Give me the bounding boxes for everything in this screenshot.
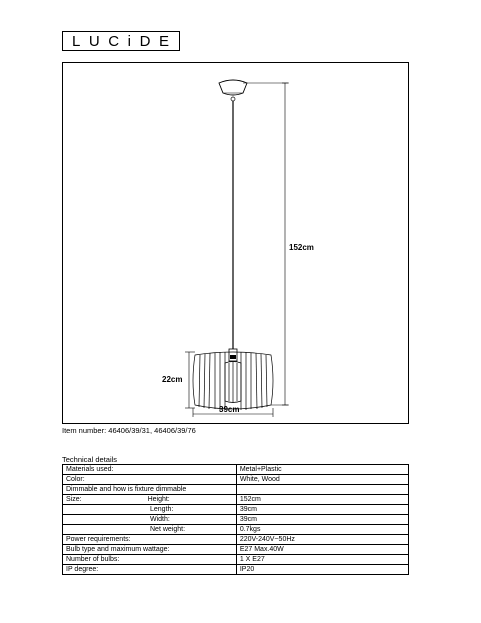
table-row [63,565,409,575]
logo-letter: L [72,32,82,50]
table-row [63,545,409,555]
technical-details-title: Technical details [62,455,118,464]
row-value: 1 X E27 [236,555,408,565]
row-label: Power requirements: [66,536,131,543]
row-label: Dimmable and how is fixture dimmable [66,486,187,493]
table-row [63,465,409,475]
row-label: Materials used: [66,466,114,473]
technical-details-table [62,464,409,575]
table-row [63,485,409,495]
pendant-lamp-drawing [63,63,410,425]
table-row [63,525,409,535]
shade-height-label: 22cm [162,375,183,384]
row-label: Number of bulbs: [66,556,120,563]
row-sublabel: Net weight: [150,526,186,533]
table-row [63,475,409,485]
table-row [63,515,409,525]
item-number: Item number: 46406/39/31, 46406/39/76 [62,426,196,435]
logo-letter: i [127,32,133,50]
logo-letter: U [88,32,101,50]
row-value [236,485,408,495]
row-value: 39cm [236,515,408,525]
row-sublabel: Width: [150,516,170,523]
row-value: 0.7kgs [236,525,408,535]
height-label: 152cm [289,243,314,252]
row-sublabel: Height: [147,496,170,503]
logo-letter: D [139,32,152,50]
row-value: IP20 [236,565,408,575]
table-row [63,555,409,565]
brand-logo [62,31,180,51]
shade-height-dimension [185,352,195,408]
table-row [63,495,409,505]
logo-letter: E [158,32,170,50]
row-sublabel: Length: [150,506,174,513]
logo-letter: C [108,32,121,50]
table-row [63,505,409,515]
row-value: Metal+Plastic [236,465,408,475]
row-label: Bulb type and maximum wattage: [66,546,170,553]
row-value: 152cm [236,495,408,505]
shade-width-label: 39cm [219,405,240,414]
row-label: Color: [66,476,85,483]
product-drawing [62,62,409,424]
table-row [63,535,409,545]
row-label: IP degree: [66,566,99,573]
row-value: 39cm [236,505,408,515]
row-label: Size: [66,496,82,503]
row-value: E27 Max.40W [236,545,408,555]
row-value: White, Wood [236,475,408,485]
row-value: 220V-240V~50Hz [236,535,408,545]
